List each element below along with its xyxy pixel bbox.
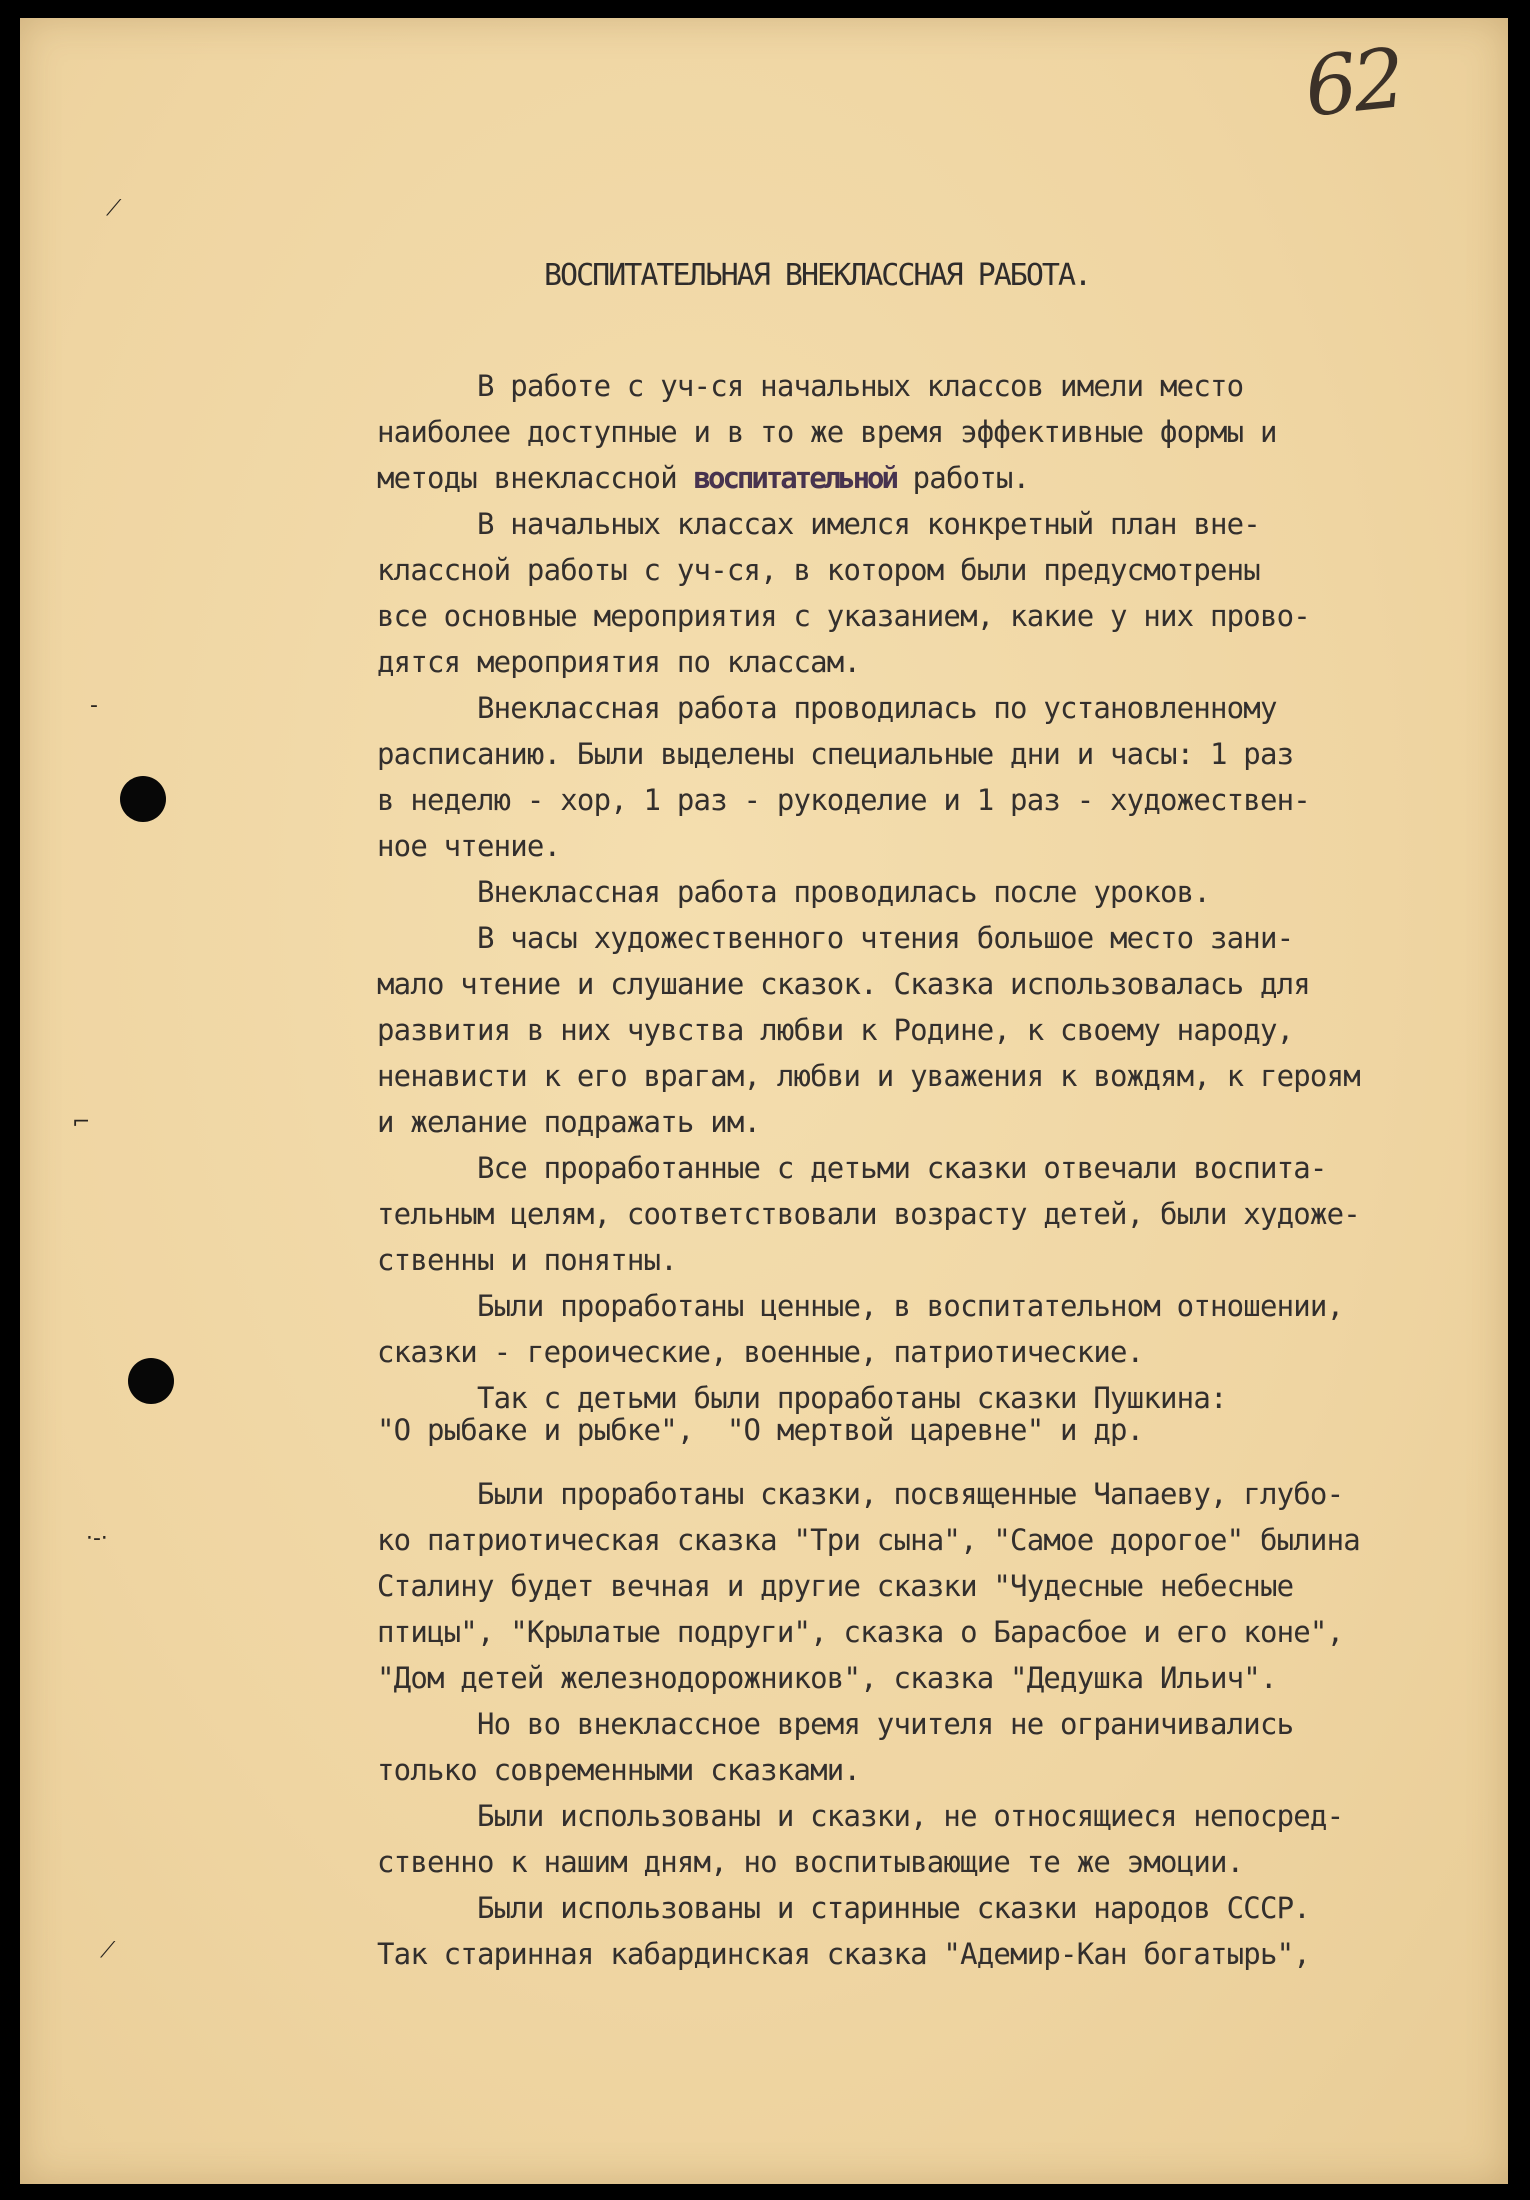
text-line: ственны и понятны. bbox=[377, 1243, 677, 1277]
text-line-end: работы. bbox=[895, 461, 1030, 495]
text-line: Были проработаны сказки, посвященные Чапаеву, глубо- bbox=[377, 1477, 1344, 1511]
text-line-start: методы внеклассной bbox=[377, 461, 694, 495]
text-line: Все проработанные с детьми сказки отвечали воспита- bbox=[377, 1151, 1327, 1185]
text-line: в неделю - хор, 1 раз - рукоделие и 1 раз - художествен- bbox=[377, 783, 1310, 817]
text-line: наиболее доступные и в то же время эффективные формы и bbox=[377, 415, 1277, 449]
overtyped-word: воспитательной bbox=[693, 461, 896, 495]
text-line: мало чтение и слушание сказок. Сказка использовалась для bbox=[377, 967, 1310, 1001]
margin-mark: ⋅‐⋅ bbox=[86, 1526, 108, 1551]
text-line: Но во внеклассное время учителя не ограничивались bbox=[377, 1707, 1294, 1741]
text-line: сказки - героические, военные, патриотические. bbox=[377, 1335, 1144, 1369]
text-line: Были проработаны ценные, в воспитательном отношении, bbox=[377, 1289, 1344, 1323]
text-line: дятся мероприятия по классам. bbox=[377, 645, 861, 679]
text-line: Так с детьми были проработаны сказки Пушкина: bbox=[377, 1381, 1227, 1415]
text-line: ко патриотическая сказка "Три сына", "Самое дорогое" былина bbox=[377, 1523, 1360, 1557]
text-line: все основные мероприятия с указанием, какие у них прово- bbox=[377, 599, 1310, 633]
document-body bbox=[377, 363, 1360, 1977]
margin-mark: ⟋ bbox=[100, 1938, 116, 1963]
text-line: только современными сказками. bbox=[377, 1753, 861, 1787]
text-line: Внеклассная работа проводилась по установленному bbox=[377, 691, 1277, 725]
text-line: ственно к нашим дням, но воспитывающие те же эмоции. bbox=[377, 1845, 1244, 1879]
text-line: Внеклассная работа проводилась после уроков. bbox=[377, 875, 1210, 909]
text-line: Сталину будет вечная и другие сказки "Чудесные небесные bbox=[377, 1569, 1294, 1603]
document-page bbox=[20, 18, 1508, 2184]
punch-hole bbox=[120, 776, 166, 822]
text-line: В часы художественного чтения большое место зани- bbox=[377, 921, 1294, 955]
margin-mark: ‐ bbox=[90, 693, 98, 718]
text-line: "Дом детей железнодорожников", сказка "Дедушка Ильич". bbox=[377, 1661, 1277, 1695]
text-line bbox=[377, 455, 1360, 501]
text-line: классной работы с уч-ся, в котором были предусмотрены bbox=[377, 553, 1260, 587]
text-line: ненависти к его врагам, любви и уважения к вождям, к героям bbox=[377, 1059, 1360, 1093]
text-line: В работе с уч-ся начальных классов имели место bbox=[377, 369, 1244, 403]
text-line: ное чтение. bbox=[377, 829, 561, 863]
punch-hole bbox=[128, 1358, 174, 1404]
margin-mark: ⟋ bbox=[106, 196, 122, 221]
text-line: Были использованы и сказки, не относящиеся непосред- bbox=[377, 1799, 1344, 1833]
text-line: тельным целям, соответствовали возрасту детей, были художе- bbox=[377, 1197, 1360, 1231]
text-line: и желание подражать им. bbox=[377, 1105, 761, 1139]
text-line: В начальных классах имелся конкретный план вне- bbox=[377, 507, 1260, 541]
document-title: ВОСПИТАТЕЛЬНАЯ ВНЕКЛАССНАЯ РАБОТА. bbox=[544, 258, 1091, 293]
text-line: расписанию. Были выделены специальные дни и часы: 1 раз bbox=[377, 737, 1294, 771]
text-line: Были использованы и старинные сказки народов СССР. bbox=[377, 1891, 1310, 1925]
text-line: Так старинная кабардинская сказка "Адемир-Кан богатырь", bbox=[377, 1937, 1310, 1971]
page-number: 62 bbox=[1300, 31, 1407, 136]
text-line: развития в них чувства любви к Родине, к своему народу, bbox=[377, 1013, 1294, 1047]
text-line: птицы", "Крылатые подруги", сказка о Барасбое и его коне", bbox=[377, 1615, 1344, 1649]
text-line: "О рыбаке и рыбке", "О мертвой царевне" и др. bbox=[377, 1413, 1144, 1447]
margin-mark: ⌐ bbox=[72, 1110, 91, 1135]
